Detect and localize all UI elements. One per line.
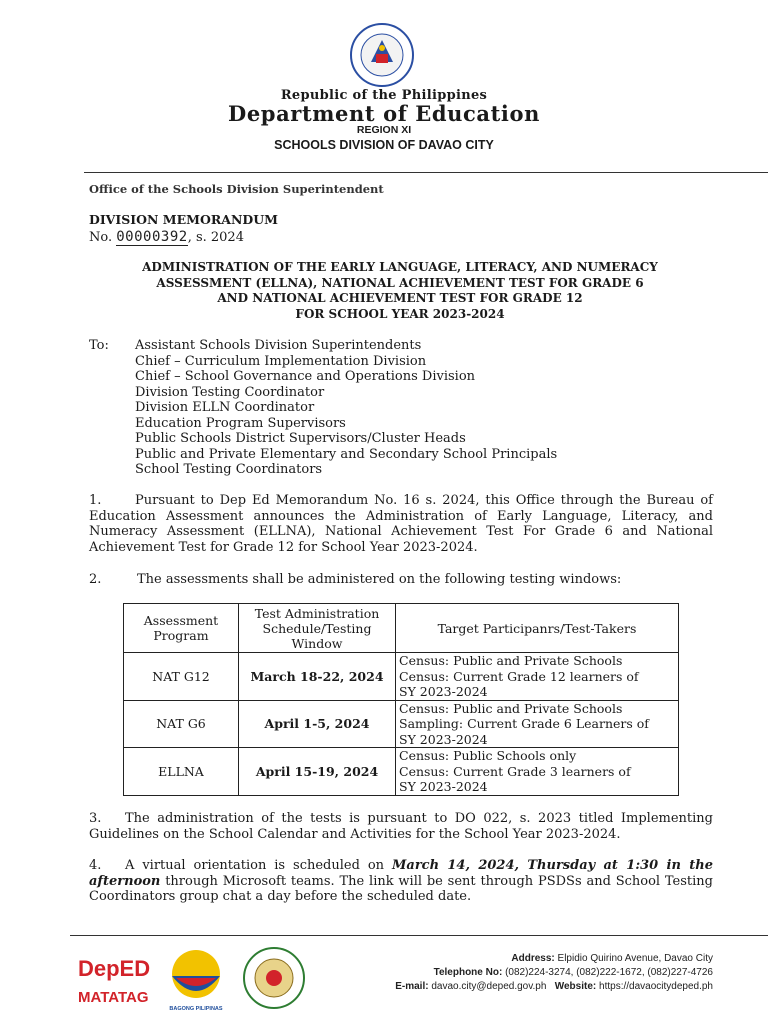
paragraph-1 xyxy=(89,493,713,555)
memo-title xyxy=(100,260,700,322)
program-cell: ELLNA xyxy=(124,748,239,796)
matatag-logo-text: MATATAG xyxy=(78,989,149,1006)
recipient-item: Division Testing Coordinator xyxy=(135,384,325,400)
republic-line: Republic of the Philippines xyxy=(280,88,488,103)
telephone-label: Telephone No: xyxy=(433,967,503,978)
paragraph-number: 1. xyxy=(89,493,102,508)
deped-matatag-logo-icon xyxy=(78,956,150,1006)
memo-number-line xyxy=(89,229,244,245)
target-line: Census: Public Schools only xyxy=(399,748,577,763)
paragraph-text: The assessments shall be administered on the following testing windows: xyxy=(137,572,622,587)
paragraph-number: 3. xyxy=(89,811,102,826)
paragraph-text: A virtual orientation is scheduled on xyxy=(125,858,392,873)
to-label: To: xyxy=(89,338,109,353)
davao-city-division-seal-icon xyxy=(244,948,304,1008)
email-website-line xyxy=(395,980,713,994)
schedule-cell: April 1-5, 2024 xyxy=(239,700,396,748)
recipient-item: Chief – School Governance and Operations Division xyxy=(135,369,476,384)
deped-logo-text: DepED xyxy=(78,956,151,981)
target-line: Census: Current Grade 3 learners of xyxy=(399,763,631,779)
address-label: Address: xyxy=(511,953,555,964)
recipient-item: Public and Private Elementary and Secondary School Principals xyxy=(135,446,558,462)
paragraph-number: 4. xyxy=(89,858,102,873)
paragraph-text: Pursuant to Dep Ed Memorandum No. 16 s. 2024, this Office through the Bureau of Education Assessment announces the Administration of Early Language, Literacy, and Numeracy Assessment (ELLNA), National Achievement Test For Grade 6 and National Achievement Test for Grade 12 for School Year 2023-2024. xyxy=(89,493,713,555)
region-line: REGION XI xyxy=(356,124,412,136)
website-link[interactable]: https://davaocitydeped.ph xyxy=(599,981,713,992)
program-cell: NAT G12 xyxy=(124,653,239,701)
paragraph-4 xyxy=(89,858,713,905)
bagong-pilipinas-logo-icon xyxy=(169,950,223,1012)
paragraph-text: The administration of the tests is pursuant to DO 022, s. 2023 titled Implementing Guidelines on the School Calendar and Activities for the School Year 2023-2024. xyxy=(89,811,713,842)
deped-seal-icon xyxy=(349,22,415,88)
recipient-item: School Testing Coordinators xyxy=(135,462,323,477)
footer-logos xyxy=(76,946,311,1016)
target-line: Census: Public and Private Schools xyxy=(399,653,623,668)
bagong-pilipinas-text: BAGONG PILIPINAS xyxy=(169,1006,223,1012)
title-line: ASSESSMENT (ELLNA), NATIONAL ACHIEVEMENT TEST FOR GRADE 6 xyxy=(156,275,644,290)
target-line: SY 2023-2024 xyxy=(399,779,488,794)
telephone-line xyxy=(395,966,713,980)
target-line: Sampling: Current Grade 6 Learners of xyxy=(399,716,649,731)
target-line: Census: Public and Private Schools xyxy=(399,700,623,716)
table-header: Test Administration Schedule/Testing Window xyxy=(239,604,396,653)
targets-cell xyxy=(396,748,679,796)
website-label: Website: xyxy=(554,981,597,992)
table-row xyxy=(124,748,679,796)
orientation-schedule: March 14, 2024, Thursday at 1:30 in the afternoon xyxy=(89,858,713,889)
address-value: Elpidio Quirino Avenue, Davao City xyxy=(557,953,713,964)
paragraph-3 xyxy=(89,811,713,842)
paragraph-2 xyxy=(89,572,713,588)
address-line xyxy=(395,952,713,966)
recipient-list xyxy=(135,338,557,478)
targets-cell xyxy=(396,653,679,701)
recipient-item: Assistant Schools Division Superintendents xyxy=(135,338,422,353)
footer-divider xyxy=(70,935,768,936)
memo-type: DIVISION MEMORANDUM xyxy=(89,212,278,227)
memo-series: , s. 2024 xyxy=(187,230,244,245)
recipient-item: Education Program Supervisors xyxy=(135,415,346,431)
target-line: SY 2023-2024 xyxy=(399,684,488,699)
testing-schedule-table xyxy=(123,603,679,796)
division-line: SCHOOLS DIVISION OF DAVAO CITY xyxy=(274,138,494,152)
target-line: SY 2023-2024 xyxy=(399,731,488,747)
email-label: E-mail: xyxy=(395,981,429,992)
header-divider xyxy=(84,172,768,173)
schedule-cell: April 15-19, 2024 xyxy=(239,748,396,796)
recipient-item: Division ELLN Coordinator xyxy=(135,400,315,415)
office-name: Office of the Schools Division Superintendent xyxy=(89,182,384,196)
title-line: ADMINISTRATION OF THE EARLY LANGUAGE, LITERACY, AND NUMERACY xyxy=(142,260,658,274)
title-line: AND NATIONAL ACHIEVEMENT TEST FOR GRADE 12 xyxy=(217,291,583,305)
target-line: Census: Current Grade 12 learners of xyxy=(399,668,639,684)
recipient-item: Chief – Curriculum Implementation Division xyxy=(135,353,427,369)
email-link[interactable]: davao.city@deped.gov.ph xyxy=(431,981,547,992)
table-row xyxy=(124,700,679,748)
title-line: FOR SCHOOL YEAR 2023-2024 xyxy=(295,306,505,321)
paragraph-number: 2. xyxy=(89,572,102,587)
department-name: Department of Education xyxy=(228,101,540,126)
program-cell: NAT G6 xyxy=(124,700,239,748)
memo-number-prefix: No. xyxy=(89,230,113,245)
recipient-item: Public Schools District Supervisors/Cluster Heads xyxy=(135,431,466,446)
memo-number: 00000392 xyxy=(116,229,188,245)
targets-cell xyxy=(396,700,679,748)
table-row xyxy=(124,653,679,701)
paragraph-text: through Microsoft teams. The link will be sent through PSDSs and School Testing Coordinators group chat a day before the scheduled date. xyxy=(89,873,713,904)
table-header: Target Participanrs/Test-Takers xyxy=(396,604,679,653)
table-header-row xyxy=(124,604,679,653)
schedule-cell: March 18-22, 2024 xyxy=(239,653,396,701)
table-header: Assessment Program xyxy=(124,604,239,653)
footer-contact xyxy=(395,952,713,994)
telephone-value: (082)224-3274, (082)222-1672, (082)227-4726 xyxy=(505,967,713,978)
